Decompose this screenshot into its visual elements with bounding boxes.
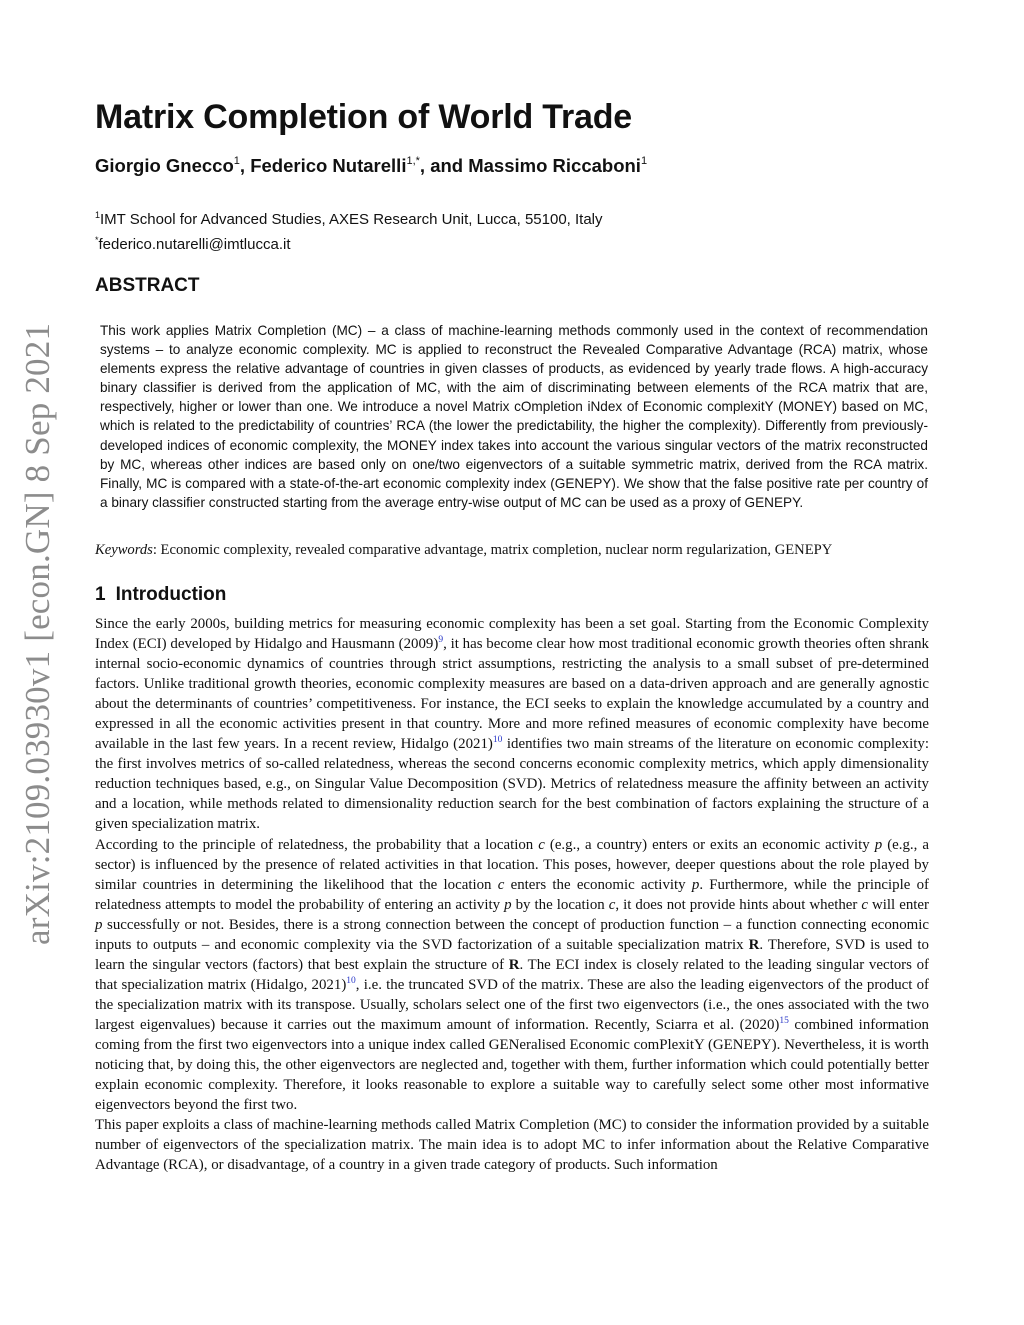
math-variable: p — [691, 876, 700, 893]
email-mark: * — [95, 235, 99, 245]
text-run: identifies two main streams of the literature on economic complexity: the first involves metrics of so-called relatedness, whereas the second concerns economic complexity metrics, which apply dimensionality reduction techniques based, e.g., on Singular Value Decomposition (SVD). Metrics of relatedness measure the affinity between an activity and a location, while methods related to dimensionality reduction search for the best combination of factors explaining the structure of a given specialization matrix. — [95, 736, 929, 833]
author-name: Giorgio Gnecco — [95, 155, 234, 176]
text-run: Since the early 2000s, building metrics for measuring economic complexity has been a set goal. Starting from the Economic Complexity Index (ECI) developed by Hidalgo and Hausmann (2009) — [95, 616, 929, 653]
paragraph: This paper exploits a class of machine-learning methods called Matrix Completion (MC) to consider the information provided by a suitable number of eigenvectors of the specialization matrix. The main idea is to adopt MC to infer information about the Relative Comparative Advantage (RCA), or disadvantage, of a country in a given trade category of products. Such information — [95, 1117, 929, 1174]
affiliations — [95, 205, 603, 255]
section-title: Introduction — [115, 584, 227, 605]
keywords-label: Keywords — [95, 542, 153, 558]
math-variable: p — [95, 916, 103, 933]
text-run: successfully or not. Besides, there is a strong connection between the concept of production function – a function connecting economic inputs to outputs – and economic complexity via the SVD factorization of a suitable specialization matrix — [95, 916, 929, 953]
author-affiliation-mark: 1,* — [406, 155, 420, 167]
keywords — [95, 542, 935, 559]
abstract-body: This work applies Matrix Completion (MC) – a class of machine-learning methods commonly used in the context of recommendation systems – to analyze economic complexity. MC is applied to reconstruct the Revealed Comparative Advantage (RCA) matrix, whose elements express the relative advantage of countries in given classes of products, as evidenced by yearly trade flows. A high-accuracy binary classifier is derived from the application of MC, with the aim of discriminating between elements of the RCA matrix that are, respectively, higher or lower than one. We introduce a novel Matrix cOmpletion iNdex of Economic complexitY (MONEY) based on MC, which is related to the predictability of countries’ RCA (the lower the predictability, the higher the complexity). Differently from previously-developed indices of economic complexity, the MONEY index takes into account the various singular vectors of the matrix reconstructed by MC, whereas other indices are based only on one/two eigenvectors of a suitable symmetric matrix, derived from the RCA matrix. Finally, MC is compared with a state-of-the-art economic complexity index (GENEPY). We show that the false positive rate per country of a binary classifier constructed starting from the average entry-wise output of MC can be used as a proxy of GENEPY. — [100, 323, 928, 510]
text-run: . The ECI index is closely related to the leading singular vectors of that specialization matrix (Hidalgo, 2021) — [95, 956, 929, 993]
paragraph — [95, 835, 929, 1116]
author-name: Massimo Riccaboni — [468, 155, 641, 176]
matrix-symbol: R — [508, 956, 520, 973]
section-number: 1 — [95, 584, 106, 605]
abstract-heading: ABSTRACT — [95, 275, 200, 296]
citation-link[interactable]: 9 — [438, 635, 444, 646]
section-heading-introduction — [95, 584, 226, 606]
introduction-body — [95, 614, 929, 1175]
text-run: , it has become clear how most traditional economic growth theories often shrank internal socio-economic dynamics of countries through strict assumptions, restricting the analysis to a small subset of pre-determined factors. Unlike traditional growth theories, economic complexity measures are based on a data-driven approach and are generally agnostic about the determinants of countries’ competitiveness. For instance, the ECI seeks to explain the knowledge accumulated by a country and expressed in all the economic activities present in that country. More and more refined measures of economic complexity have become available in the last few years. In a recent review, Hidalgo (2021) — [95, 636, 929, 753]
affiliation-mark: 1 — [95, 210, 101, 220]
text-run: . Furthermore, while the principle of relatedness attempts to model the probability of entering an activity — [95, 876, 930, 913]
text-run: enters the economic activity — [504, 876, 692, 893]
text-run: , i.e. the truncated SVD of the matrix. These are also the leading eigenvectors of the product of the specialization matrix with its transpose. Usually, scholars select one of the first two eigenvectors (i.e., the ones associated with the two largest eigenvalues) because it carries out the maximum amount of information. Recently, Sciarra et al. (2020) — [95, 976, 929, 1033]
author-affiliation-mark: 1 — [640, 155, 648, 167]
math-variable: p — [504, 896, 512, 913]
contact-email-line — [95, 230, 603, 255]
citation-link[interactable]: 15 — [779, 1015, 789, 1026]
author-name: Federico Nutarelli — [250, 155, 407, 176]
math-variable: c — [497, 876, 505, 893]
math-variable: c — [861, 896, 868, 913]
text-run: by the location — [511, 896, 609, 913]
contact-email[interactable]: federico.nutarelli@imtlucca.it — [98, 236, 291, 253]
matrix-symbol: R — [748, 936, 760, 953]
affiliation-line — [95, 205, 603, 230]
author-separator: , and — [419, 155, 469, 176]
text-run: . Therefore, SVD is used to learn the singular vectors (factors) that best explain the structure of — [95, 936, 929, 973]
paragraph — [95, 614, 929, 835]
text-run: will enter — [868, 896, 929, 913]
author-separator: , — [239, 155, 251, 176]
citation-link[interactable]: 10 — [492, 735, 503, 746]
text-run: combined information coming from the first two eigenvectors into a unique index called GENeralised Economic comPlexitY (GENEPY). Nevertheless, it is worth noticing that, by doing this, the other eigenvectors are neglected and, together with them, further information which could potentially better explain economic complexity. Therefore, it looks reasonable to explore a suitable way to carefully select some other most informative eigenvectors beyond the first two. — [95, 1016, 929, 1114]
keywords-list: : Economic complexity, revealed comparative advantage, matrix completion, nuclear norm regularization, GENEPY — [152, 542, 833, 558]
text-run: , it does not provide hints about whether — [615, 896, 862, 913]
text-run: According to the principle of relatedness, the probability that a location — [95, 836, 539, 853]
math-variable: c — [538, 836, 545, 853]
text-run: (e.g., a country) enters or exits an economic activity — [544, 836, 875, 853]
text-run: (e.g., a sector) is influenced by the presence of related activities in that location. This poses, however, deeper questions about the role played by similar countries in determining the likelihood that the location — [95, 836, 929, 893]
paper-title: Matrix Completion of World Trade — [95, 98, 633, 136]
math-variable: c — [608, 896, 616, 913]
citation-link[interactable]: 10 — [346, 975, 356, 986]
author-list — [95, 155, 647, 177]
arxiv-identifier: arXiv:2109.03930v1 [econ.GN] 8 Sep 2021 — [18, 322, 57, 945]
math-variable: p — [874, 836, 883, 853]
affiliation-text: IMT School for Advanced Studies, AXES Research Unit, Lucca, 55100, Italy — [100, 211, 603, 228]
author-affiliation-mark: 1 — [233, 155, 240, 167]
